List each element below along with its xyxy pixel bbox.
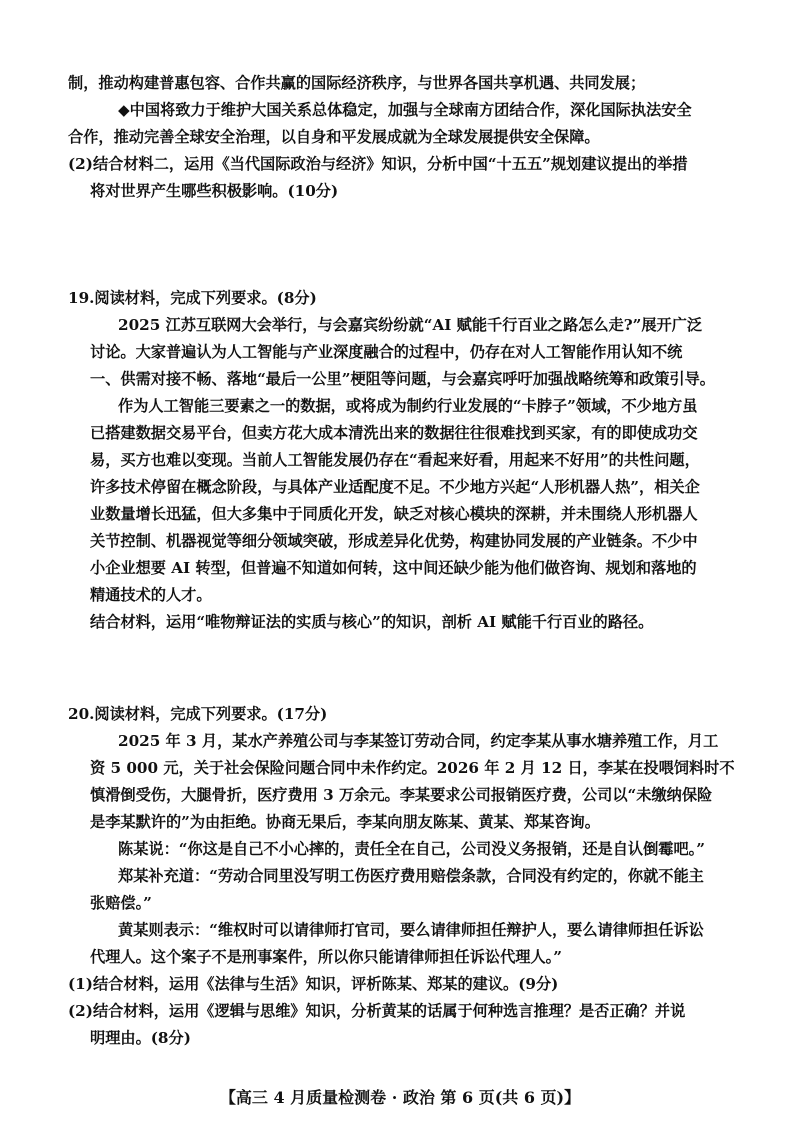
q20-line-5: 陈某说：“你这是自己不小心摔的，责任全在自己，公司没义务报销，还是自认倒霉吧。”: [118, 840, 705, 858]
q20-question-2-line-1: 明理由。(8分): [90, 1029, 191, 1047]
q19-heading: 19.阅读材料，完成下列要求。(8分): [68, 289, 317, 307]
q19-line-5: 已搭建数据交易平台，但卖方花大成本清洗出来的数据往往很难找到买家，有的即使成功交: [90, 424, 698, 442]
q19-line-3: 一、供需对接不畅、落地“最后一公里”梗阻等问题，与会嘉宾呼吁加强战略统筹和政策引导。: [90, 370, 715, 388]
q19-line-8: 业数量增长迅猛，但大多集中于同质化开发，缺乏对核心模块的深耕，并未围绕人形机器人: [90, 505, 698, 523]
q19-line-4: 作为人工智能三要素之一的数据，或将成为制约行业发展的“卡脖子”领域，不少地方虽: [118, 397, 698, 415]
q20-line-6: 郑某补充道：“劳动合同里没写明工伤医疗费用赔偿条款，合同没有约定的，你就不能主: [118, 867, 704, 885]
page-footer: 【高三 4 月质量检测卷 · 政治 第 6 页(共 6 页)】: [219, 1088, 581, 1107]
q20-line-2: 资 5 000 元，关于社会保险问题合同中未作约定。2026 年 2 月 12 日，李某在投喂饲料时不: [90, 759, 735, 777]
q19-line-6: 易，买方也难以变现。当前人工智能发展仍存在“看起来好看，用起来不好用”的共性问题，: [90, 451, 700, 469]
top-question-2-line-0: (2)结合材料二，运用《当代国际政治与经济》知识，分析中国“十五五”规划建议提出的举措: [68, 155, 688, 173]
q19-line-11: 精通技术的人才。: [90, 586, 212, 604]
q19-line-1: 2025 江苏互联网大会举行，与会嘉宾纷纷就“AI 赋能千行百业之路怎么走?”展开广泛: [118, 316, 703, 334]
q20-line-9: 代理人。这个案子不是刑事案件，所以你只能请律师担任诉讼代理人。”: [90, 948, 562, 966]
q19-line-10: 小企业想要 AI 转型，但普遍不知道如何转，这中间还缺少能为他们做咨询、规划和落地的: [90, 559, 697, 577]
q20-line-1: 2025 年 3 月，某水产养殖公司与李某签订劳动合同，约定李某从事水塘养殖工作，月工: [118, 732, 719, 750]
q20-question-2-line-0: (2)结合材料，运用《逻辑与思维》知识，分析黄某的话属于何种选言推理？是否正确？并说: [68, 1002, 686, 1020]
q20-line-7: 张赔偿。”: [90, 894, 152, 912]
q20-line-3: 慎滑倒受伤，大腿骨折，医疗费用 3 万余元。李某要求公司报销医疗费，公司以“未缴纳保险: [90, 786, 713, 804]
q20-line-8: 黄某则表示：“维权时可以请律师打官司，要么请律师担任辩护人，要么请律师担任诉讼: [118, 921, 704, 939]
top-line-0: 制，推动构建普惠包容、合作共赢的国际经济秩序，与世界各国共享机遇、共同发展；: [68, 74, 646, 92]
top-line-2: 合作，推动完善全球安全治理，以自身和平发展成就为全球发展提供安全保障。: [68, 128, 600, 146]
q19-line-7: 许多技术停留在概念阶段，与具体产业适配度不足。不少地方兴起“人形机器人热”，相关企: [90, 478, 700, 496]
top-question-2-line-1: 将对世界产生哪些积极影响。(10分): [90, 182, 339, 200]
q20-line-4: 是李某默许的”为由拒绝。协商无果后，李某向朋友陈某、黄某、郑某咨询。: [90, 813, 600, 831]
q20-heading: 20.阅读材料，完成下列要求。(17分): [68, 705, 328, 723]
q20-question-1: (1)结合材料，运用《法律与生活》知识，评析陈某、郑某的建议。(9分): [68, 975, 559, 993]
q19-question: 结合材料，运用“唯物辩证法的实质与核心”的知识，剖析 AI 赋能千行百业的路径。: [90, 613, 654, 631]
q19-line-9: 关节控制、机器视觉等细分领域突破，形成差异化优势，构建协同发展的产业链条。不少中: [90, 532, 698, 550]
q19-line-2: 讨论。大家普遍认为人工智能与产业深度融合的过程中，仍存在对人工智能作用认知不统: [90, 343, 683, 361]
top-line-1: ◆中国将致力于维护大国关系总体稳定，加强与全球南方团结合作，深化国际执法安全: [118, 101, 692, 119]
